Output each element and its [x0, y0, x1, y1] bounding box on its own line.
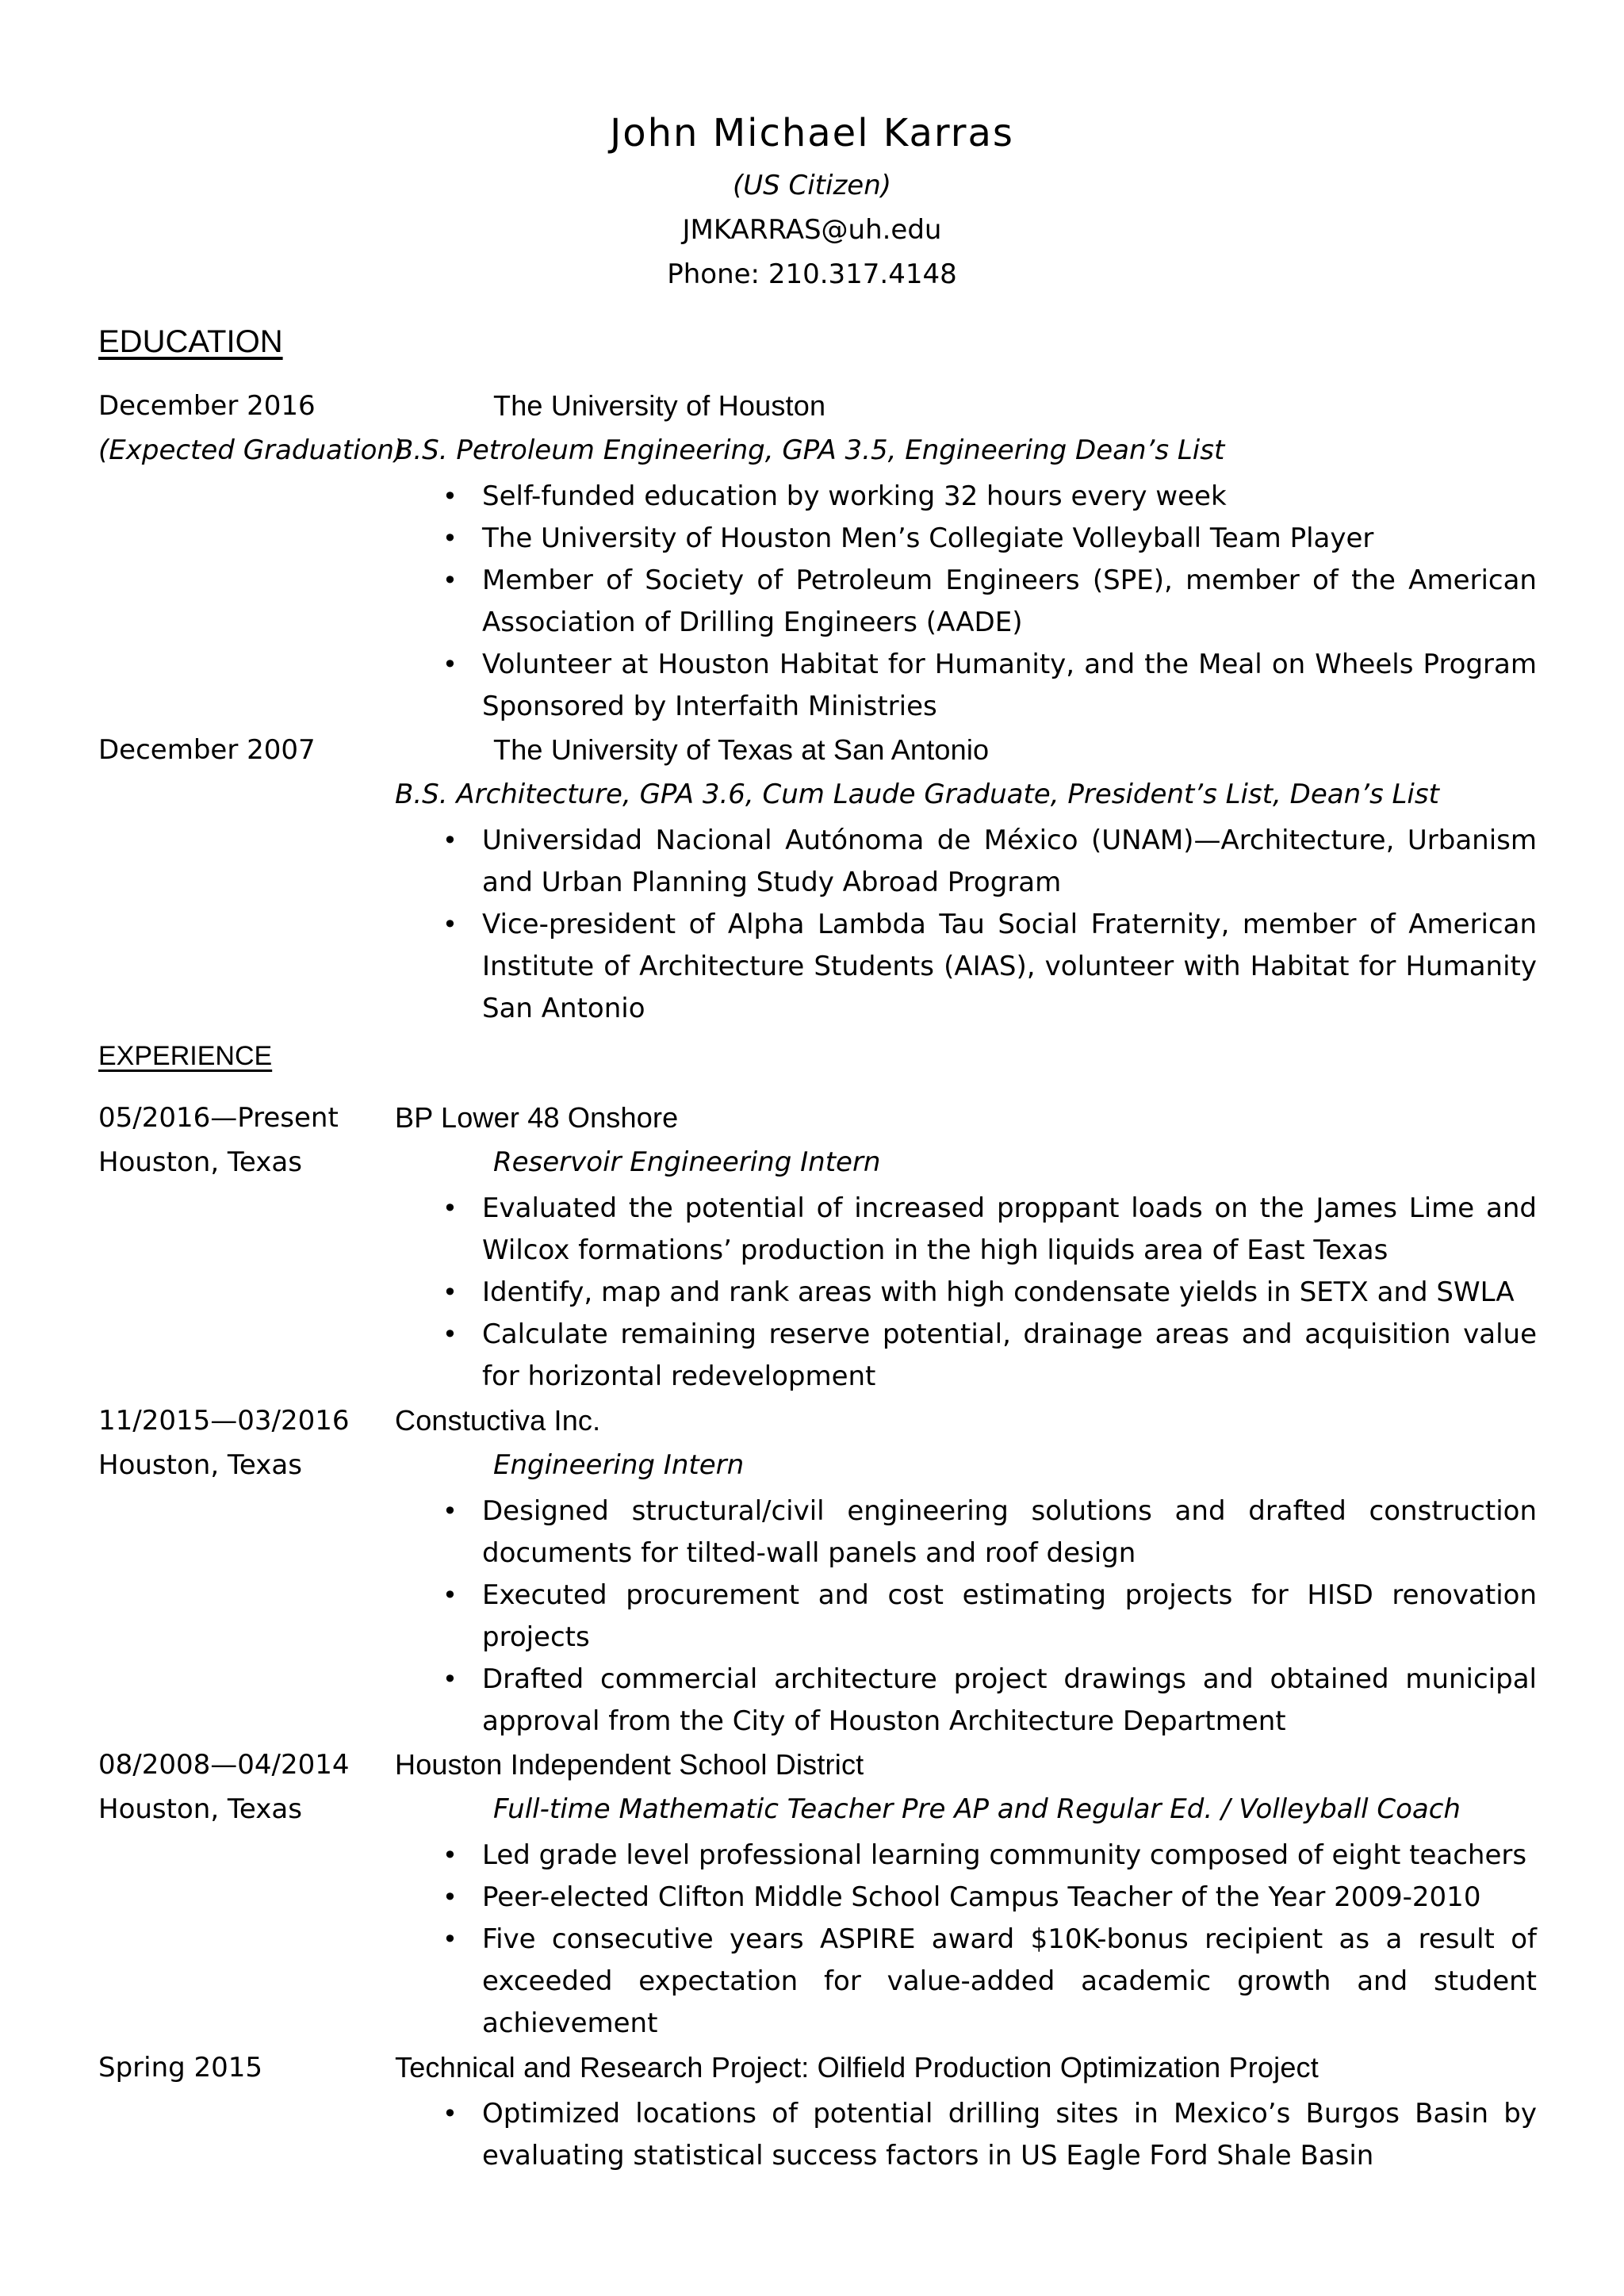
- list-item: [442, 1314, 1537, 1398]
- degree-line: B.S. Architecture, GPA 3.6, Cum Laude Graduate, President’s List, Dean’s List: [395, 779, 1439, 810]
- list-item: [442, 1659, 1537, 1743]
- list-item: [442, 1272, 1537, 1314]
- bullet-icon: •: [442, 565, 458, 595]
- bullet-text: Identify, map and rank areas with high condensate yields in SETX and SWLA: [482, 1276, 1515, 1308]
- list-item: [442, 1877, 1537, 1919]
- list-item: [442, 518, 1537, 560]
- school-name: The University of Houston: [493, 389, 826, 422]
- candidate-name: John Michael Karras: [610, 111, 1014, 155]
- bullet-text: Member of Society of Petroleum Engineers (SPE), member of the American Association of Drilling Engineers (AADE): [482, 564, 1537, 638]
- project-date: Spring 2015: [98, 2052, 263, 2084]
- list-item: [442, 820, 1537, 904]
- job-location: Houston, Texas: [98, 1793, 302, 1825]
- bullet-icon: •: [442, 1580, 458, 1610]
- list-item: [442, 560, 1537, 644]
- job-dates: 05/2016—Present: [98, 1102, 339, 1134]
- company-name: BP Lower 48 Onshore: [395, 1101, 679, 1134]
- bullet-text: Led grade level professional learning community composed of eight teachers: [482, 1839, 1527, 1871]
- job-role: Full-time Mathematic Teacher Pre AP and Regular Ed. / Volleyball Coach: [493, 1793, 1461, 1825]
- bullet-icon: •: [442, 825, 458, 855]
- list-item: [442, 476, 1537, 518]
- education-date: December 2007: [98, 734, 316, 766]
- bullet-icon: •: [442, 1882, 458, 1912]
- bullet-icon: •: [442, 2099, 458, 2129]
- bullet-icon: •: [442, 909, 458, 939]
- education-heading: EDUCATION: [98, 324, 283, 359]
- bullet-text: Five consecutive years ASPIRE award $10K-bonus recipient as a result of exceeded expectation for value-added academic growth and student achievement: [482, 1923, 1537, 2039]
- job-location: Houston, Texas: [98, 1146, 302, 1178]
- bullet-text: Vice-president of Alpha Lambda Tau Social Fraternity, member of American Institute of Architecture Students (AIAS), volunteer with Habitat for Humanity San Antonio: [482, 909, 1537, 1024]
- list-item: [442, 1919, 1537, 2045]
- company-name: Houston Independent School District: [395, 1748, 864, 1781]
- list-item: [442, 644, 1537, 728]
- bullet-icon: •: [442, 1664, 458, 1694]
- bullet-text: Drafted commercial architecture project drawings and obtained municipal approval from the City of Houston Architecture Department: [482, 1663, 1537, 1737]
- bullet-text: Volunteer at Houston Habitat for Humanity, and the Meal on Wheels Program Sponsored by Interfaith Ministries: [482, 649, 1537, 722]
- bullet-text: Optimized locations of potential drilling sites in Mexico’s Burgos Basin by evaluating statistical success factors in US Eagle Ford Shale Basin: [482, 2098, 1537, 2172]
- phone-number: Phone: 210.317.4148: [667, 258, 957, 290]
- bullet-icon: •: [442, 1924, 458, 1954]
- bullet-text: Evaluated the potential of increased proppant loads on the James Lime and Wilcox formations’ production in the high liquids area of East Texas: [482, 1192, 1537, 1266]
- bullet-text: Calculate remaining reserve potential, drainage areas and acquisition value for horizontal redevelopment: [482, 1318, 1537, 1392]
- bullet-text: Peer-elected Clifton Middle School Campus Teacher of the Year 2009-2010: [482, 1881, 1481, 1913]
- experience-heading: EXPERIENCE: [98, 1041, 273, 1071]
- bullet-icon: •: [442, 1496, 458, 1526]
- bullet-icon: •: [442, 649, 458, 679]
- job-location: Houston, Texas: [98, 1449, 302, 1481]
- job-dates: 11/2015—03/2016: [98, 1405, 350, 1437]
- bullet-icon: •: [442, 1840, 458, 1870]
- list-item: [442, 1188, 1537, 1272]
- bullet-icon: •: [442, 1319, 458, 1349]
- school-name: The University of Texas at San Antonio: [493, 733, 990, 766]
- education-date: December 2016: [98, 390, 316, 422]
- bullet-text: Executed procurement and cost estimating projects for HISD renovation projects: [482, 1579, 1537, 1653]
- bullet-text: Universidad Nacional Autónoma de México (UNAM)—Architecture, Urbanism and Urban Planning Study Abroad Program: [482, 825, 1537, 898]
- job-dates: 08/2008—04/2014: [98, 1749, 350, 1781]
- job-role: Reservoir Engineering Intern: [493, 1146, 881, 1178]
- list-item: [442, 904, 1537, 1030]
- job-role: Engineering Intern: [493, 1449, 745, 1481]
- bullet-text: Designed structural/civil engineering solutions and drafted construction documents for tilted-wall panels and roof design: [482, 1495, 1537, 1569]
- list-item: [442, 1490, 1537, 1575]
- bullet-icon: •: [442, 1277, 458, 1307]
- email-address[interactable]: JMKARRAS@uh.edu: [682, 214, 942, 246]
- list-item: [442, 1835, 1537, 1877]
- bullet-text: The University of Houston Men’s Collegiate Volleyball Team Player: [482, 522, 1374, 554]
- education-note: (Expected Graduation): [98, 434, 405, 466]
- list-item: [442, 2093, 1537, 2177]
- citizenship: (US Citizen): [732, 170, 892, 201]
- degree-line: B.S. Petroleum Engineering, GPA 3.5, Engineering Dean’s List: [395, 434, 1225, 466]
- bullet-icon: •: [442, 481, 458, 511]
- bullet-icon: •: [442, 1193, 458, 1223]
- bullet-text: Self-funded education by working 32 hours every week: [482, 480, 1227, 512]
- company-name: Constuctiva Inc.: [395, 1404, 601, 1437]
- project-title: Technical and Research Project: Oilfield Production Optimization Project: [395, 2051, 1319, 2084]
- bullet-icon: •: [442, 523, 458, 553]
- list-item: [442, 1575, 1537, 1659]
